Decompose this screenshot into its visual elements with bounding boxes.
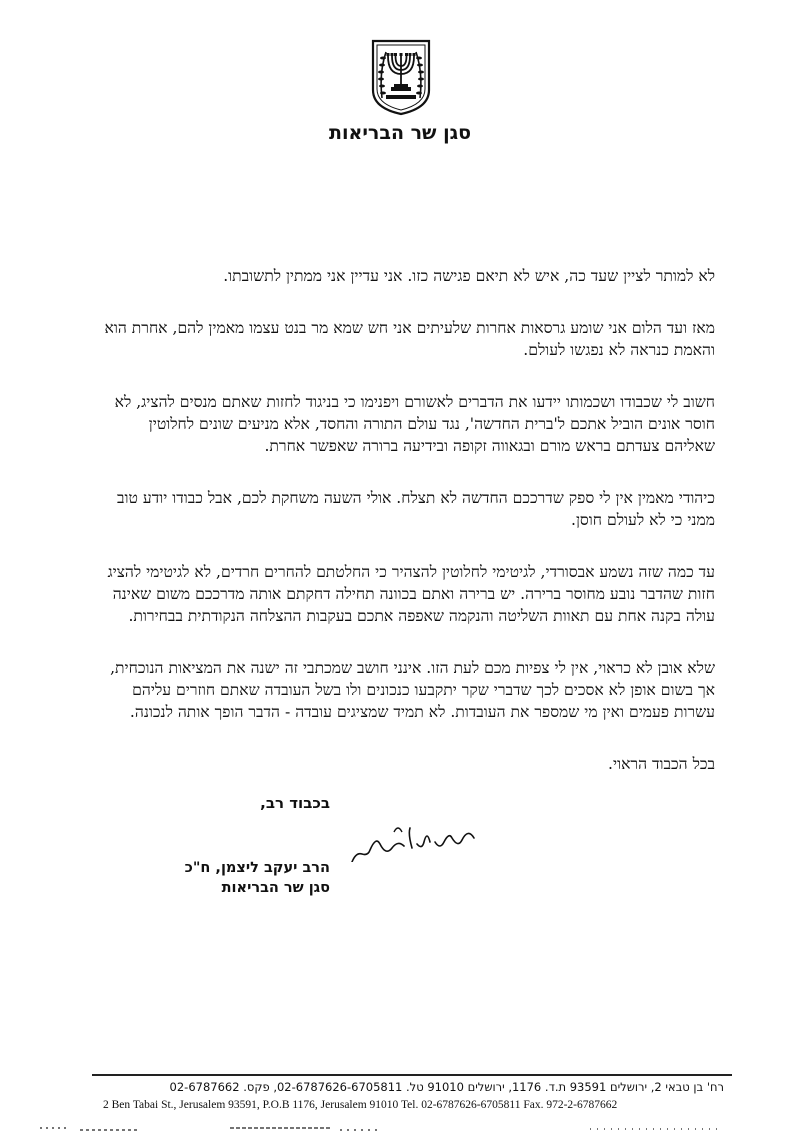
footer-address-hebrew: רח' בן טבאי 2, ירושלים 93591 ת.ד. 1176, ירושלים 91010 טל. 02-6787626-6705811, פקס. 02-6787662: [169, 1080, 724, 1094]
signer-title: סגן שר הבריאות: [221, 880, 330, 896]
letter-paragraph: כיהודי מאמין אין לי ספק שדרככם החדשה לא תצלח. אולי השעה משחקת לכם, אבל כבודו יודע טוב ממני כי לא לעולם חוסן.: [117, 489, 715, 529]
scan-artifact-strip: [0, 1120, 800, 1134]
letter-paragraph: חשוב לי שכבודו ושכמותו יידעו את הדברים לאשורם ויפנימו כי בניגוד לחזות שאתם מנסים להציג, לא חוסר אונים הוביל אתכם ל'ברית החדשה', נגד עולם התורה והחסד, אלא מניעים שונים לחלוטין שאליהם צעדתם בראש מורם ובגאווה זקופה ובידיעה ברורה שאפשר אחרת.: [114, 393, 715, 455]
letter-paragraph: לא למותר לציין שעד כה, איש לא תיאם פגישה כזו. אני עדיין אני ממתין לתשובתו.: [223, 267, 715, 285]
letter-body: [100, 265, 715, 805]
office-title: סגן שר הבריאות: [328, 122, 471, 144]
state-emblem-icon: [370, 38, 432, 116]
signature-block: [185, 858, 330, 898]
letter-paragraph: שלא אובן לא כראוי, אין לי צפיות מכם לעת הזו. אינני חושב שמכתבי זה ישנה את המציאות הנוכחית, אך בשום אופן לא אסכים לכך שדברי שקר יתקבעו כנכונים ולו בשל העובדה שאתם חוזרים עליהם עשרות פעמים ואין מי שמספר את העובדות. לא תמיד שמציגים עובדה - הדבר הופך אותה לנכונה.: [110, 659, 715, 721]
footer-divider: [92, 1074, 732, 1076]
signer-name: הרב יעקב ליצמן, ח"כ: [184, 860, 330, 876]
handwritten-signature: [334, 820, 484, 862]
letter-closing: בכל הכבוד הראוי.: [608, 755, 715, 773]
signoff-greeting: בכבוד רב,: [260, 794, 330, 812]
letter-paragraph: מאז ועד הלום אני שומע גרסאות אחרות שלעיתים אני חש שמא מר בנט עצמו מאמין להם, אחרת הוא והאמת כנראה לא נפגשו לעולם.: [104, 319, 715, 359]
letter-paragraph: עד כמה שזה נשמע אבסורדי, לגיטימי לחלוטין להצהיר כי החלטתם להחרים חרדים, לא לגיטימי להציג חזות שהדבר נובע מחוסר ברירה. יש ברירה ואתם בכוונה תחילה דחקתם אותה מדרככם משום שאינה עולה בקנה אחת עם תאוות השליטה והנקמה שאפפה אתכם בעקבות ההצלחה הנקודתית בבחירות.: [107, 563, 715, 625]
footer-address-english: 2 Ben Tabai St., Jerusalem 93591, P.O.B 1176, Jerusalem 91010 Tel. 02-6787626-6705811 Fax. 972-2-6787662: [103, 1099, 618, 1111]
